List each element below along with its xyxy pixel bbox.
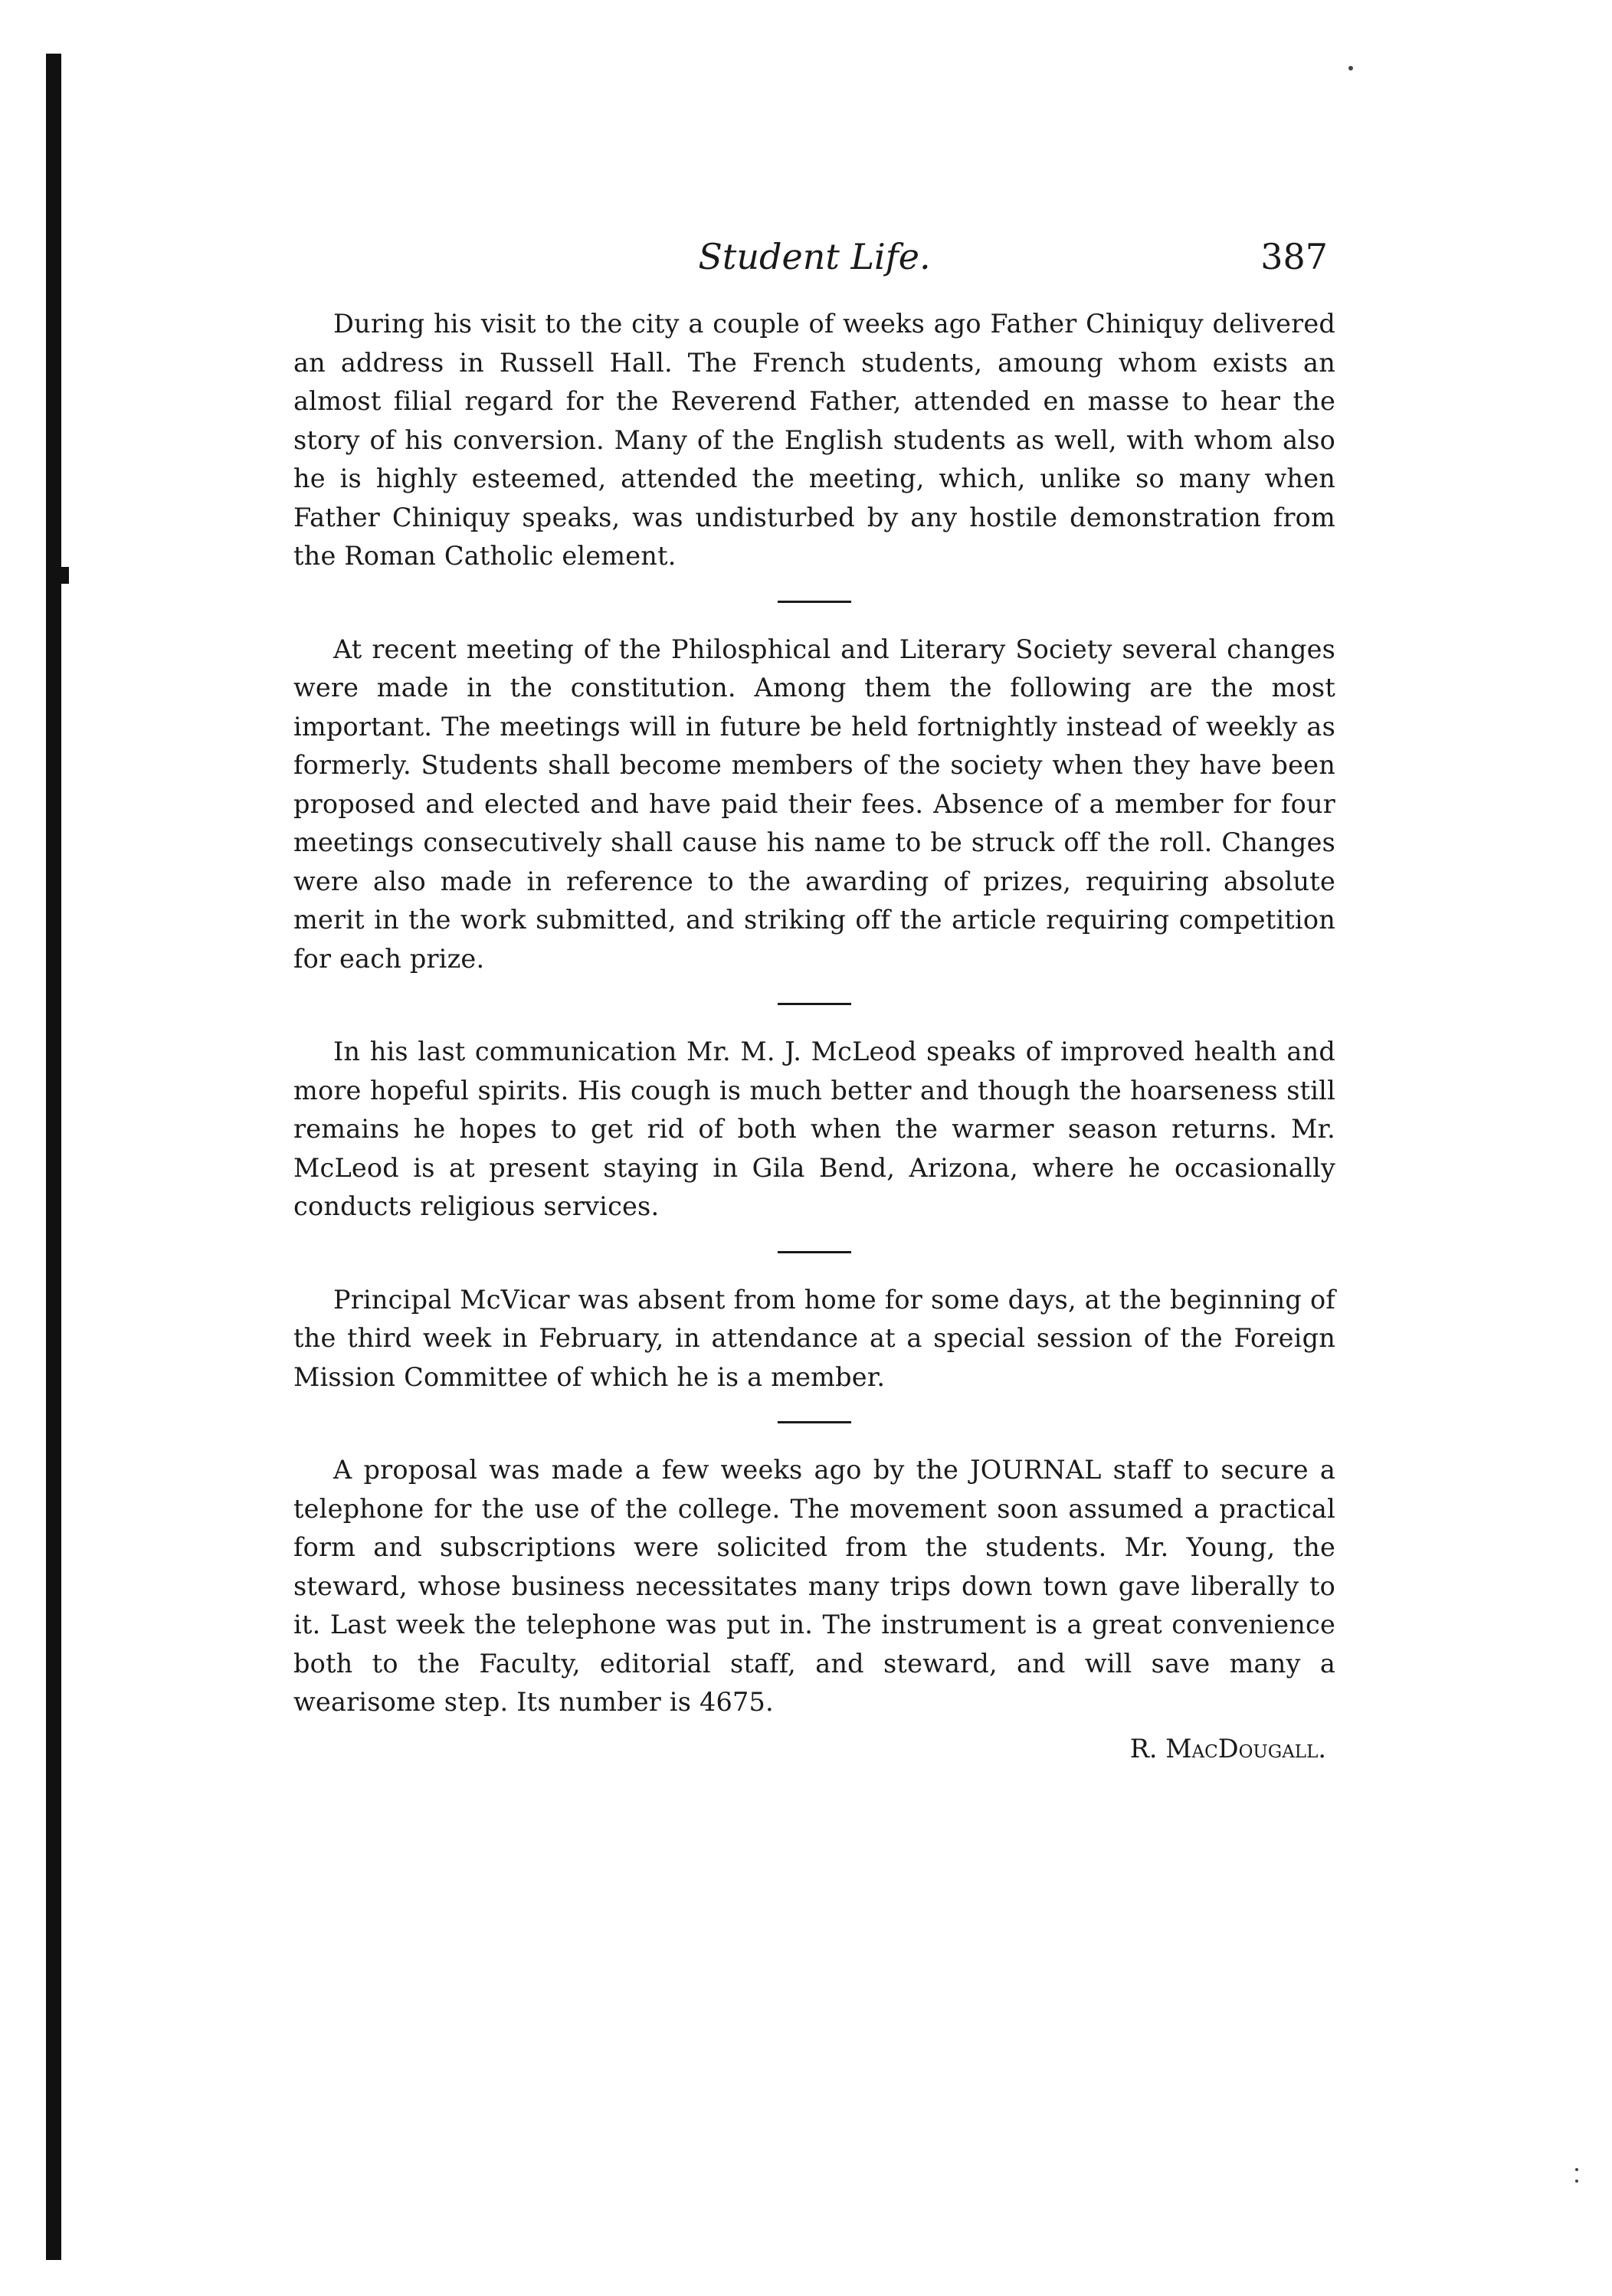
paragraph-mcvicar: Principal McVicar was absent from home for some days, at the beginning of the third week in February, in attendance at a special session of the Foreign Mission Committee of which he is a member. <box>293 1284 1335 1392</box>
paragraph-chiniquy: During his visit to the city a couple of weeks ago Father Chiniquy delivered an address in Russell Hall. The French students, amoung whom exists an almost filial regard for the Reverend Father, attended en masse to hear the story of his conversion. Many of the English students as well, with whom also he is highly esteemed, attended the meeting, which, unlike so many when Father Chiniquy speaks, was undisturbed by any hostile demonstration from the Roman Catholic element. <box>293 309 1335 571</box>
scan-speck <box>1575 2168 1578 2171</box>
author-signature: R. MacDougall. <box>1129 1733 1326 1764</box>
section-divider <box>778 1003 851 1005</box>
page-number: 387 <box>1260 236 1328 277</box>
binding-edge <box>46 54 61 2260</box>
scan-speck <box>1575 2180 1578 2183</box>
running-title: Student Life. <box>698 236 931 277</box>
section-divider <box>778 1421 851 1423</box>
section-divider <box>778 601 851 603</box>
page-header <box>293 230 1335 291</box>
section-divider <box>778 1251 851 1253</box>
binding-notch <box>61 567 69 584</box>
paragraph-mcleod: In his last communication Mr. M. J. McLeod speaks of improved health and more hopeful spirits. His cough is much better and though the hoarseness still remains he hopes to get rid of both when the warmer season returns. Mr. McLeod is at present staying in Gila Bend, Arizona, where he occasionally conducts religious services. <box>293 1037 1335 1221</box>
scan-speck <box>1348 66 1353 70</box>
paragraph-literary-society: At recent meeting of the Philosphical and Literary Society several changes were made in the constitution. Among them the following are the most important. The meetings will in future be held fortnightly instead of weekly as formerly. Students shall become members of the society when they have been proposed and elected and have paid their fees. Absence of a member for four meetings consecutively shall cause his name to be struck off the roll. Changes were also made in reference to the awarding of prizes, requiring absolute merit in the work submitted, and striking off the article requiring competition for each prize. <box>293 634 1335 974</box>
paragraph-telephone: A proposal was made a few weeks ago by the JOURNAL staff to secure a telephone for the use of the college. The movement soon assumed a practical form and subscriptions were solicited from the students. Mr. Young, the steward, whose business necessitates many trips down town gave liberally to it. Last week the telephone was put in. The instrument is a great convenience both to the Faculty, editorial staff, and steward, and will save many a wearisome step. Its number is 4675. <box>293 1455 1335 1717</box>
article-body <box>293 305 1335 1768</box>
